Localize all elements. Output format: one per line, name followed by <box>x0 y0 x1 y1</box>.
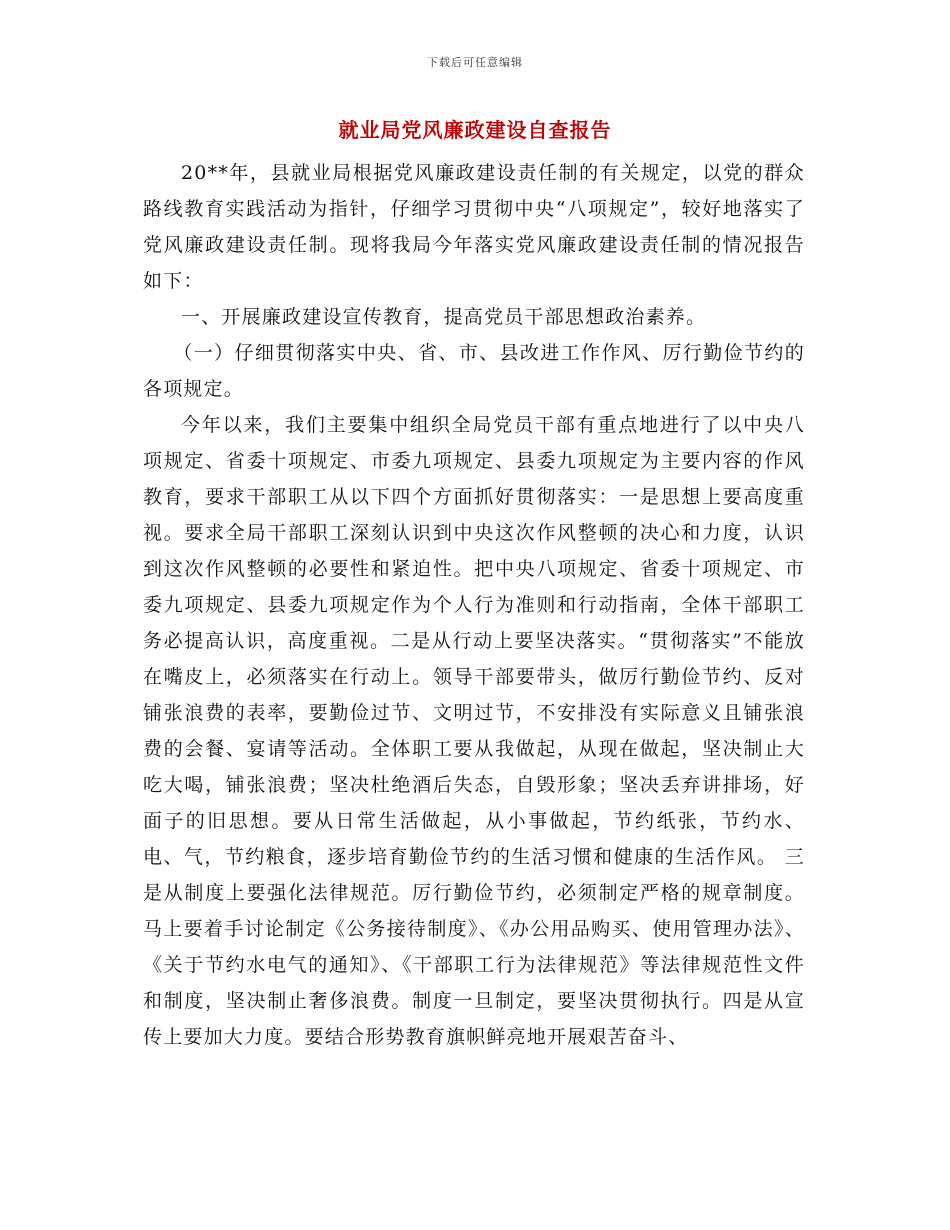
paragraph-section-heading: 一、开展廉政建设宣传教育，提高党员干部思想政治素养。 <box>181 306 707 328</box>
document-title: 就业局党风廉政建设自查报告 <box>338 118 612 142</box>
paragraph-body: 今年以来，我们主要集中组织全局党员干部有重点地进行了以中央八项规定、省委十项规定、市委九项规定、县委九项规定为主要内容的作风教育，要求干部职工从以下四个方面抓好贯彻落实：一是思想上要高度重视。要求全局干部职工深刻认识到中央这次作风整顿的决心和力度，认识到这次作风整顿的必要性和紧迫性。把中央八项规定、省委十项规定、市委九项规定、县委九项规定作为个人行为准则和行动指南，全体干部职工务必提高认识，高度重视。二是从行动上要坚决落实。“贯彻落实”不能放在嘴皮上，必须落实在行动上。领导干部要带头，做厉行勤俭节约、反对铺张浪费的表率，要勤俭过节、文明过节，不安排没有实际意义且铺张浪费的会餐、宴请等活动。全体职工要从我做起，从现在做起，坚决制止大吃大喝，铺张浪费；坚决杜绝酒后失态，自毁形象；坚决丢弃讲排场，好面子的旧思想。要从日常生活做起，从小事做起，节约纸张，节约水、电、气，节约粮食，逐步培育勤俭节约的生活习惯和健康的生活作风。 三是从制度上要强化法律规范。厉行勤俭节约，必须制定严格的规章制度。马上要着手讨论制定《公务接待制度》、《办公用品购买、使用管理办法》、《关于节约水电气的通知》、《干部职工行为法律规范》等法律规范性文件和制度，坚决制止奢侈浪费。制度一旦制定，要坚决贯彻执行。四是从宣传上要加大力度。要结合形势教育旗帜鲜亮地开展艰苦奋斗、 <box>143 414 805 1048</box>
paragraph-subsection-heading: （一）仔细贯彻落实中央、省、市、县改进工作作风、厉行勤俭节约的各项规定。 <box>143 342 805 400</box>
page-header-note: 下载后可任意编辑 <box>427 56 523 69</box>
paragraph-intro: 20**年，县就业局根据党风廉政建设责任制的有关规定，以党的群众路线教育实践活动为指针，仔细学习贯彻中央“八项规定”，较好地落实了党风廉政建设责任制。现将我局今年落实党风廉政建设责任制的情况报告如下： <box>143 162 805 292</box>
document-body <box>143 155 805 1055</box>
